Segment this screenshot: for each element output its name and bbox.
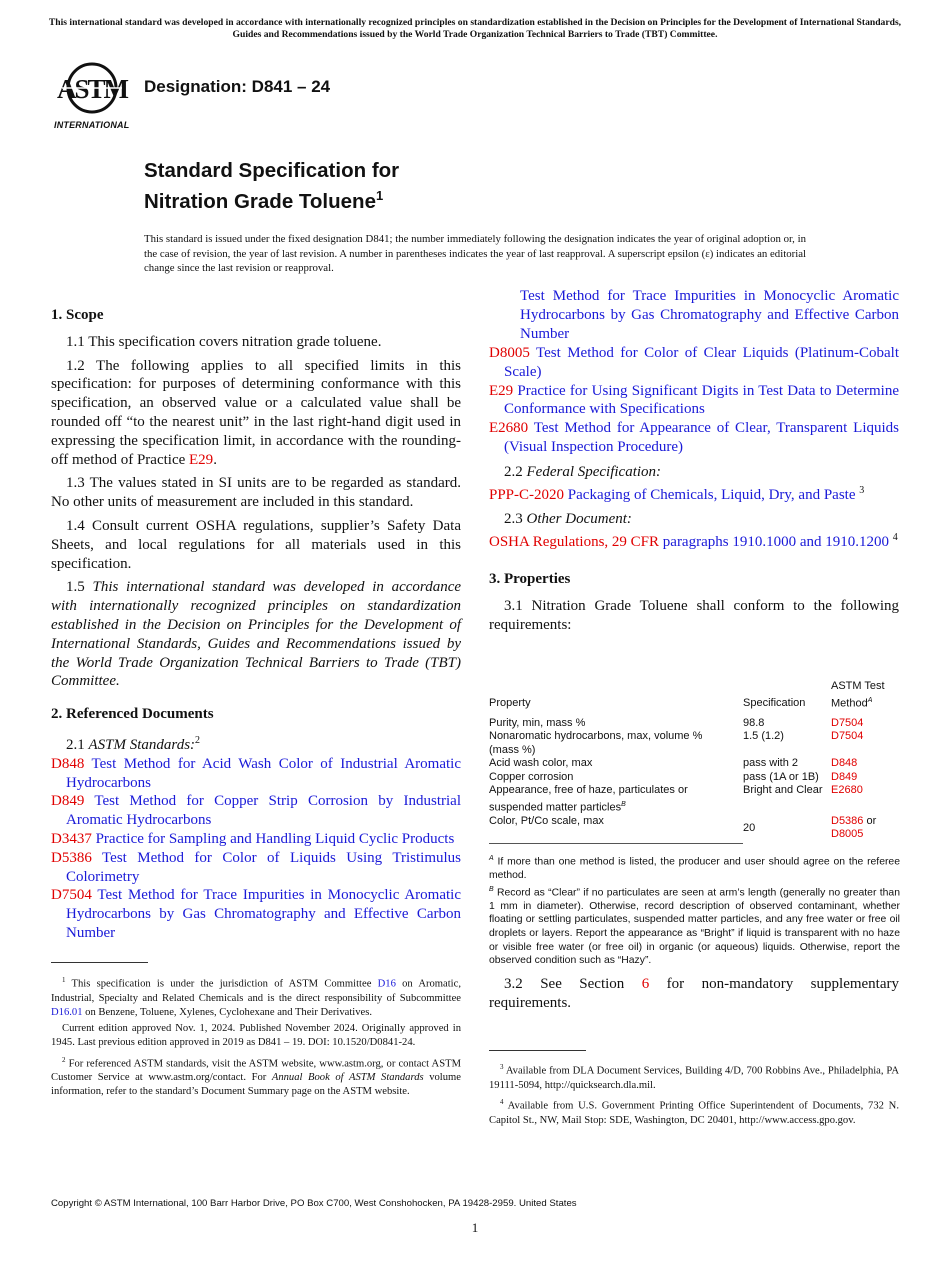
page-number: 1 [471,1220,479,1235]
para-3-2: 3.2 See Section 6 for non-mandatory supplementary requirements. [489,976,899,1011]
logo-org-text: INTERNATIONAL [54,120,130,130]
left-footnotes [51,973,461,1102]
table-rule [489,843,743,844]
table-notes [489,852,900,968]
para-3-1: 3.1 Nitration Grade Toluene shall conform to the following requirements: [489,597,899,633]
ref-e29[interactable]: E29 Practice for Using Significant Digits in Test Data to Determine Conformance with Specifications [489,382,900,418]
page-title [144,158,399,214]
tbt-notice: This international standard was developed in accordance with internationally recognized principles on standardization established in the Decision on Principles for the Development of International Standards, Guides and Recommendations issued by the World Trade Organization Technical Barriers to Trade (TBT) Committee. [48,17,902,40]
table-row: Purity, min, mass % 98.8 D7504 [489,717,901,731]
para-2-1: 2.1 ASTM Standards:$^2$ [66,734,201,753]
method-link[interactable]: E2680 [831,784,863,797]
method-link[interactable]: D848 [831,757,858,770]
table-note-b: $^B$ Record as “Clear” if no particulates are seen at arm’s length (generally no greater than 1 mm in diameter). Otherwise, record description of observed contaminant, whether floating or settling particulates, suspended matter particles, and any free water or free oil droplets or layers. Report the appearance as “Bright” if liquid is transparent with no haze or visible free water (or free oil) in organic (or aqueous) liquids. Otherwise, report the observed condition such as “Hazy”. [489,885,900,967]
table-note-a: $^A$ If more than one method is listed, the producer and user should agree on the referee method. [489,855,900,882]
table-row: Appearance, free of haze, particulates or suspended matter particles$^B$ Bright and Clear E2680 [489,784,901,815]
footnote-2: $^2$ For referenced ASTM standards, visit the ASTM website, www.astm.org, or contact ASTM Customer Service at www.astm.org/contact. For Annual Book of ASTM Standards volume information, refer to the standard’s Document Summary page on the ASTM website. [51,1055,461,1098]
para-2-2: 2.2 Federal Specification: [504,463,662,480]
ref-d7504[interactable]: D7504 Test Method for Trace Impurities in Monocyclic Aromatic Hydrocarbons by Gas Chromatography and Effective Carbon Number [51,887,461,941]
title-line-1: Standard Specification for [144,159,400,182]
title-line-2: Nitration Grade Toluene$^1$ [144,188,384,213]
ref-d849[interactable]: D849 Test Method for Copper Strip Corrosion by Industrial Aromatic Hydrocarbons [51,793,462,829]
para-1-5: 1.5 This international standard was developed in accordance with internationally recognized principles on standardization established in the Decision on Principles for the Development of International Standards, Guides and Recommendations issued by the World Trade Organization Technical Barriers to Trade (TBT) Committee. [51,579,462,690]
para-1-2: 1.2 The following applies to all specified limits in this specification: for purposes of determining conformance with this specification, an observed value or a calculated value shall be rounded off “to the nearest unit” in the last right-hand digit used in expressing the specification limit, in accordance with the rounding-off method of Practice E29. [51,357,461,468]
ref-e2680[interactable]: E2680 Test Method for Appearance of Clear, Transparent Liquids (Visual Inspection Procedure) [489,420,900,455]
footnote-4: $^4$ Available from U.S. Government Printing Office Superintendent of Documents, 732 N. Capitol St., NW, Mail Stop: SDE, Washington, DC 20401, http://www.access.gpo.gov. [489,1097,899,1126]
table-row: Nonaromatic hydrocarbons, max, volume % (mass %) 1.5 (1.2) D7504 [489,730,901,757]
properties-table-wrap [489,680,901,842]
properties-table [489,680,901,842]
ref-d848[interactable]: D848 Test Method for Acid Wash Color of Industrial Aromatic Hydrocarbons [51,755,461,791]
method-link[interactable]: D7504 [831,730,864,743]
right-footnote-rule [489,1050,586,1051]
right-footnotes [489,1060,899,1130]
left-column [51,306,462,941]
properties-heading: 3. Properties [489,570,571,587]
designation: Designation: D841 – 24 [144,77,331,96]
ref-ppp-c-2020[interactable]: PPP-C-2020 Packaging of Chemicals, Liquid, Dry, and Paste $^3$ [489,484,865,503]
method-link[interactable]: D849 [831,770,858,783]
scope-heading: 1. Scope [51,307,104,323]
astm-logo [52,54,136,134]
header-spec: Specification [743,697,806,710]
refs-heading: 2. Referenced Documents [51,706,214,723]
table-row: Copper corrosion pass (1A or 1B) D849 [489,771,901,785]
para-1-3: 1.3 The values stated in SI units are to be regarded as standard. No other units of measurement are included in this standard. [51,475,461,511]
copyright: Copyright © ASTM International, 100 Barr Harbor Drive, PO Box C700, West Conshohocken, PA 19428-2959. United States [51,1198,577,1209]
link-d16-01[interactable]: D16.01 [51,1006,83,1018]
method-link[interactable]: D7504 [831,716,864,729]
method-link[interactable]: D5386 [831,814,864,827]
intro-paragraph: This standard is issued under the fixed designation D841; the number immediately following the designation indicates the year of original adoption or, in the case of revision, the year of last revision. A number in parentheses indicates the year of last reapproval. A superscript epsilon (ε) indicates an editorial change since the last revision or reapproval. [144,233,806,275]
para-1-4: 1.4 Consult current OSHA regulations, supplier’s Safety Data Sheets, and local regulations for all materials used in this specification. [51,517,461,572]
header-method: ASTM Test Method$^A$ [831,680,885,710]
method-cell: D5386 or D8005 [831,814,877,841]
para-1-1: 1.1 This specification covers nitration grade toluene. [66,333,382,350]
table-row: Color, Pt/Co scale, max 20 D5386 or D8005 [489,815,901,842]
para-3-2-wrap [489,975,899,1018]
para-2-3: 2.3 Other Document: [504,511,632,528]
footnote-3: $^3$ Available from DLA Document Services, Building 4/D, 700 Robbins Ave., Philadelphia, PA 19111-5094, http://quicksearch.dla.mil. [489,1063,899,1091]
ref-d8005[interactable]: D8005 Test Method for Color of Clear Liquids (Platinum-Cobalt Scale) [489,345,899,380]
ref-d3437[interactable]: D3437 Practice for Sampling and Handling Liquid Cyclic Products [51,830,455,847]
left-footnote-rule [51,962,148,963]
ref-d7504-cont[interactable]: Test Method for Trace Impurities in Monocyclic Aromatic Hydrocarbons by Gas Chromatography and Effective Carbon Number [520,288,899,342]
link-section-6[interactable]: 6 [641,976,650,992]
approval-note: Current edition approved Nov. 1, 2024. Published November 2024. Originally approved in 1945. Last previous edition approved in 2019 as D841 – 19. DOI: 10.1520/D0841-24. [51,1023,461,1049]
table-header [489,680,901,717]
footnote-1: $^1$ This specification is under the jurisdiction of ASTM Committee D16 on Aromatic, Industrial, Specialty and Related Chemicals and is the direct responsibility of Subcommittee D16.01 on Benzene, Toluene, Xylenes, Cyclohexane and Their Derivatives. [51,976,461,1018]
link-e29[interactable]: E29 [189,451,214,468]
ref-osha[interactable]: OSHA Regulations, 29 CFR paragraphs 1910.1000 and 1910.1200 $^4$ [489,532,898,551]
link-d16[interactable]: D16 [377,978,396,990]
table-row: Acid wash color, max pass with 2 D848 [489,757,901,771]
title-footnote-mark: 1 [375,188,384,203]
method-link[interactable]: D8005 [831,828,864,841]
right-column [489,288,900,639]
svg-text:ASTM: ASTM [56,74,128,104]
ref-d5386[interactable]: D5386 Test Method for Color of Liquids Using Tristimulus Colorimetry [51,849,461,885]
header-property: Property [489,697,531,710]
